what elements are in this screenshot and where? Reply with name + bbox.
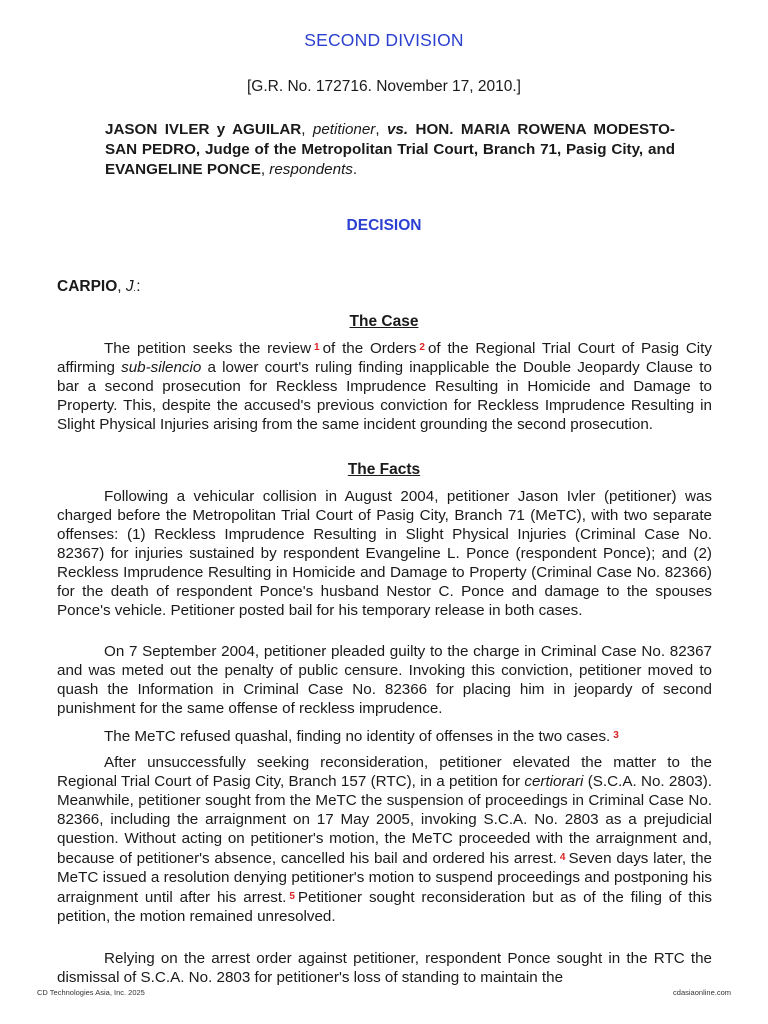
decision-heading: DECISION xyxy=(346,217,422,234)
versus-label: vs. xyxy=(386,121,409,138)
respondents-role: respondents xyxy=(269,161,353,178)
case-parties: JASON IVLER y AGUILAR, petitioner, vs. HON. MARIA ROWENA MODESTO-SAN PEDRO, Judge of the Metropolitan Trial Court, Branch 71, Pasig City, and EVANGELINE PONCE, respondents. xyxy=(105,121,675,178)
footer-site: cdasiaonline.com xyxy=(673,988,731,997)
footnote-link-3[interactable]: 3 xyxy=(613,730,619,741)
footnote-link-4[interactable]: 4 xyxy=(559,852,566,863)
petitioner-name: JASON IVLER y AGUILAR xyxy=(105,121,302,138)
ponente-name: CARPIO xyxy=(57,278,118,295)
footnote-link-2[interactable]: 2 xyxy=(419,342,425,353)
footnote-link-5[interactable]: 5 xyxy=(289,891,295,902)
ponente-title: J xyxy=(125,278,134,295)
paragraph-facts-4: After unsuccessfully seeking reconsideration, petitioner elevated the matter to the Regional Trial Court of Pasig City, Branch 157 (RTC), in a petition for certiorari (S.C.A. No. 2803). Meanwhile, petitioner sought from the MeTC the suspension of proceedings in Criminal Case No. 82366, including the arraignment on 17 May 2005, invoking S.C.A. No. 2803 as a prejudicial question. Without acting on petitioner's motion, the MeTC proceeded with the arraignment and, because of petitioner's absence, cancelled his bail and ordered his arrest. 4 Seven days later, the MeTC issued a resolution denying petitioner's motion to suspend proceedings and postponing his arraignment until after his arrest. 5 Petitioner sought reconsideration but as of the filing of this petition, the motion remained unresolved. xyxy=(57,754,713,925)
section-heading-the-case: The Case xyxy=(349,313,419,330)
footnote-link-1[interactable]: 1 xyxy=(314,342,320,353)
respondents-names: HON. MARIA ROWENA MODESTO-SAN PEDRO, Judge of the Metropolitan Trial Court, Branch 71, Pasig City, and EVANGELINE PONCE xyxy=(105,121,675,178)
ponente-suffix: : xyxy=(136,278,141,295)
division-heading: SECOND DIVISION xyxy=(304,30,464,50)
paragraph-facts-2: On 7 September 2004, petitioner pleaded guilty to the charge in Criminal Case No. 82367 and was meted out the penalty of public censure. Invoking this conviction, petitioner moved to quash the Information in Criminal Case No. 82366 for placing him in jeopardy of second punishment for the same offense of reckless imprudence. xyxy=(57,643,712,717)
paragraph-facts-1: Following a vehicular collision in August 2004, petitioner Jason Ivler (petitioner) was charged before the Metropolitan Trial Court of Pasig City, Branch 71 (MeTC), with two separate offenses: (1) Reckless Imprudence Resulting in Slight Physical Injuries (Criminal Case No. 82367) for injuries sustained by respondent Evangeline L. Ponce (respondent Ponce); and (2) Reckless Imprudence Resulting in Homicide and Damage to Property (Criminal Case No. 82366) for the death of respondent Ponce's husband Nestor C. Ponce and damage to the spouses Ponce's vehicle. Petitioner posted bail for his temporary release in both cases. xyxy=(57,488,712,619)
paragraph-facts-5: Relying on the arrest order against petitioner, respondent Ponce sought in the RTC the dismissal of S.C.A. No. 2803 for petitioner's loss of standing to maintain the xyxy=(57,950,712,986)
section-heading-the-facts: The Facts xyxy=(347,461,421,478)
case-citation: [G.R. No. 172716. November 17, 2010.] xyxy=(247,78,521,95)
paragraph-case: The petition seeks the review 1 of the Orders 2 of the Regional Trial Court of Pasig City affirming sub-silencio a lower court's ruling finding inapplicable the Double Jeopardy Clause to bar a second prosecution for Reckless Imprudence Resulting in Homicide and Damage to Property. This, despite the accused's previous conviction for Reckless Imprudence Resulting in Slight Physical Injuries arising from the same incident grounding the second prosecution. xyxy=(57,340,712,433)
paragraph-facts-3: The MeTC refused quashal, finding no identity of offenses in the two cases. 3 xyxy=(104,728,619,745)
petitioner-role: petitioner xyxy=(312,121,376,138)
ponente: CARPIO, J.: xyxy=(57,278,141,295)
footer-copyright: CD Technologies Asia, Inc. 2025 xyxy=(37,988,145,997)
